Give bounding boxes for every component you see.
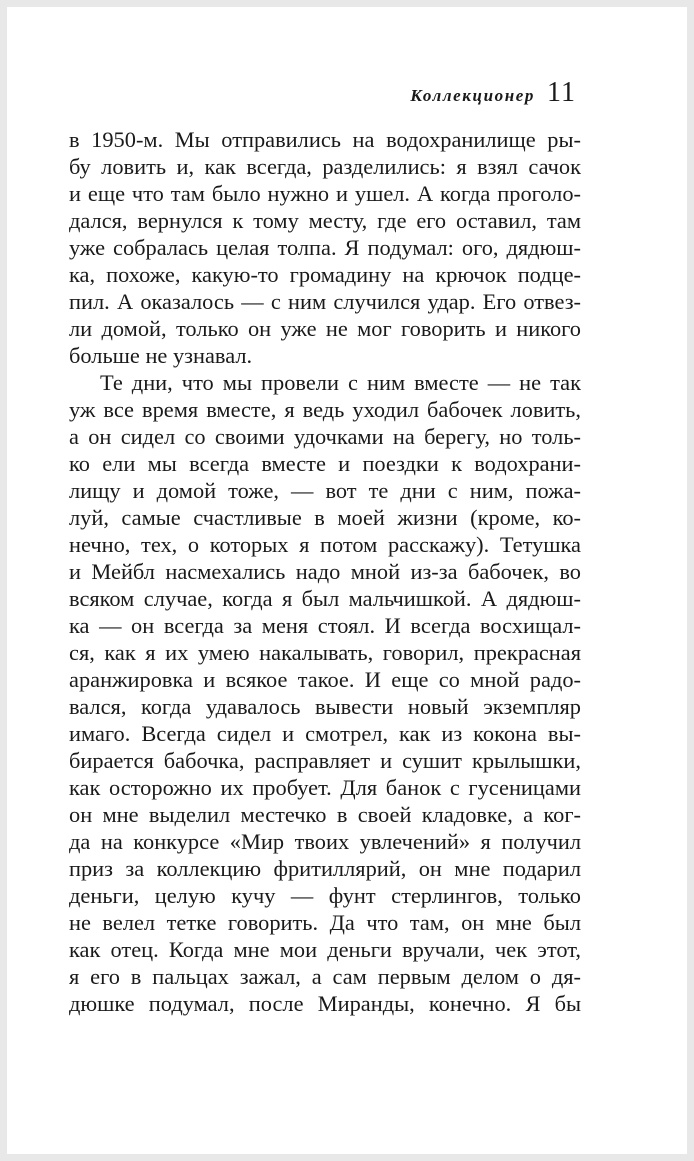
text-line: дался, вернулся к тому месту, где его оставил, там — [69, 208, 581, 233]
text-line: ли домой, только он уже не мог говорить и никого — [69, 316, 581, 341]
book-title: Коллекционер — [410, 86, 536, 105]
text-line: как отец. Когда мне мои деньги вручали, чек этот, — [69, 937, 581, 962]
text-line: не велел тетке говорить. Да что там, он мне был — [69, 910, 581, 935]
text-line: дюшке подумал, после Миранды, конечно. Я бы — [69, 991, 581, 1016]
text-line: как осторожно их пробует. Для банок с гусеницами — [69, 775, 581, 800]
text-line: а он сидел со своими удочками на берегу, но толь- — [69, 424, 581, 449]
text-line: и еще что там было нужно и ушел. А когда проголо- — [69, 181, 581, 206]
text-line: имаго. Всегда сидел и смотрел, как из кокона вы- — [69, 721, 581, 746]
running-head — [410, 77, 576, 109]
page-number: 11 — [547, 77, 576, 108]
text-line: бу ловить и, как всегда, разделились: я взял сачок — [69, 154, 581, 179]
text-line: луй, самые счастливые в моей жизни (кроме, ко- — [69, 505, 581, 530]
text-line: и Мейбл насмехались надо мной из-за бабочек, во — [69, 559, 581, 584]
text-line: нечно, тех, о которых я потом расскажу). Тетушка — [69, 532, 581, 557]
text-line: уж все время вместе, я ведь уходил бабочек ловить, — [69, 397, 581, 422]
text-line: ка, похоже, какую-то громадину на крючок подце- — [69, 262, 581, 287]
text-line: деньги, целую кучу — фунт стерлингов, только — [69, 883, 581, 908]
text-line: в 1950-м. Мы отправились на водохранилище ры- — [69, 127, 581, 152]
text-line: ка — он всегда за меня стоял. И всегда восхищал- — [69, 613, 581, 638]
body-text — [69, 126, 581, 1017]
text-line: бирается бабочка, расправляет и сушит крылышки, — [69, 748, 581, 773]
text-line: вался, когда удавалось вывести новый экземпляр — [69, 694, 581, 719]
text-line: он мне выделил местечко в своей кладовке, а ког- — [69, 802, 581, 827]
text-line: приз за коллекцию фритиллярий, он мне подарил — [69, 856, 581, 881]
text-line: больше не узнавал. — [69, 343, 253, 368]
text-line: ко ели мы всегда вместе и поездки к водохрани- — [69, 451, 581, 476]
paragraph — [69, 126, 581, 369]
text-line: уже собралась целая толпа. Я подумал: ого, дядюш- — [69, 235, 581, 260]
text-line: пил. А оказалось — с ним случился удар. Его отвез- — [69, 289, 581, 314]
text-line: лищу и домой тоже, — вот те дни с ним, пожа- — [69, 478, 581, 503]
text-line: я его в пальцах зажал, а сам первым делом о дя- — [69, 964, 581, 989]
paragraph — [69, 369, 581, 1017]
text-line: аранжировка и всякое такое. И еще со мной радо- — [69, 667, 581, 692]
text-line: всяком случае, когда я был мальчишкой. А дядюш- — [69, 586, 581, 611]
text-line: Те дни, что мы провели с ним вместе — не так — [100, 370, 581, 395]
text-line: ся, как я их умею накалывать, говорил, прекрасная — [69, 640, 581, 665]
text-line: да на конкурсе «Мир твоих увлечений» я получил — [69, 829, 581, 854]
book-page — [7, 7, 687, 1154]
